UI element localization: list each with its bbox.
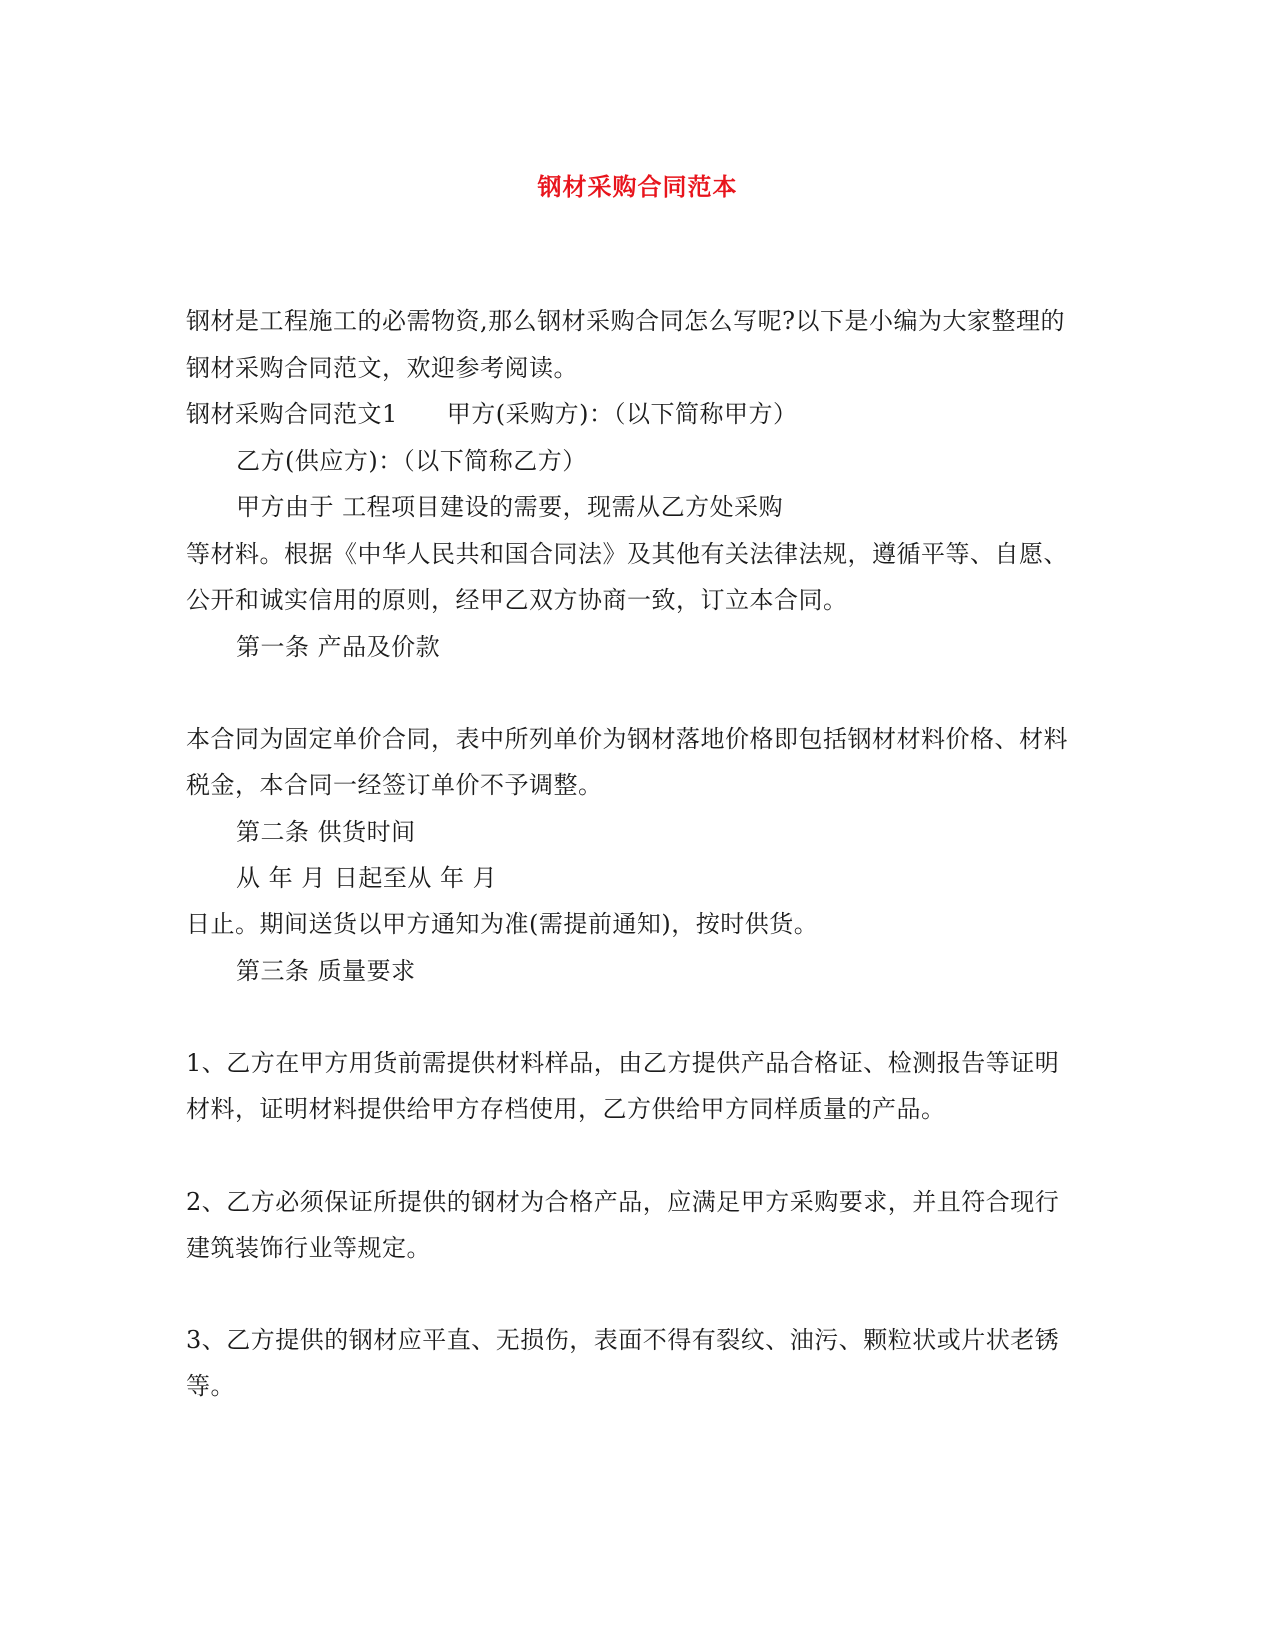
purpose-line-2: 等材料。根据《中华人民共和国合同法》及其他有关法律法规，遵循平等、自愿、 [186,540,1068,568]
article-1-line-1: 本合同为固定单价合同，表中所列单价为钢材落地价格即包括钢材材料价格、材料 [186,725,1068,753]
paragraph-intro-line-1: 钢材是工程施工的必需物资,那么钢材采购合同怎么写呢?以下是小编为大家整理的 [186,307,1065,335]
quality-item-1-line-1: 1、乙方在甲方用货前需提供材料样品，由乙方提供产品合格证、检测报告等证明 [186,1049,1060,1077]
purpose-line-1: 甲方由于 工程项目建设的需要，现需从乙方处采购 [236,493,784,521]
article-1-line-2: 税金，本合同一经签订单价不予调整。 [186,771,603,799]
document-title: 钢材采购合同范本 [537,172,738,201]
quality-item-3-line-1: 3、乙方提供的钢材应平直、无损伤，表面不得有裂纹、油污、颗粒状或片状老锈 [186,1326,1060,1354]
article-2-heading: 第二条 供货时间 [236,818,416,846]
article-2-line-1: 从 年 月 日起至从 年 月 [236,864,498,892]
party-b-line: 乙方(供应方)：（以下简称乙方） [236,447,587,475]
quality-item-3-line-2: 等。 [186,1372,235,1400]
article-2-line-2: 日止。期间送货以甲方通知为准(需提前通知)，按时供货。 [186,910,819,938]
quality-item-2-line-2: 建筑装饰行业等规定。 [186,1234,431,1262]
quality-item-2-line-1: 2、乙方必须保证所提供的钢材为合格产品，应满足甲方采购要求，并且符合现行 [186,1188,1060,1216]
purpose-line-3: 公开和诚实信用的原则，经甲乙双方协商一致，订立本合同。 [186,586,848,614]
article-3-heading: 第三条 质量要求 [236,957,416,985]
paragraph-intro-line-2: 钢材采购合同范文，欢迎参考阅读。 [186,354,578,382]
article-1-heading: 第一条 产品及价款 [236,633,441,661]
quality-item-1-line-2: 材料，证明材料提供给甲方存档使用，乙方供给甲方同样质量的产品。 [186,1095,946,1123]
party-a-line: 钢材采购合同范文1 甲方(采购方)：（以下简称甲方） [186,400,798,428]
